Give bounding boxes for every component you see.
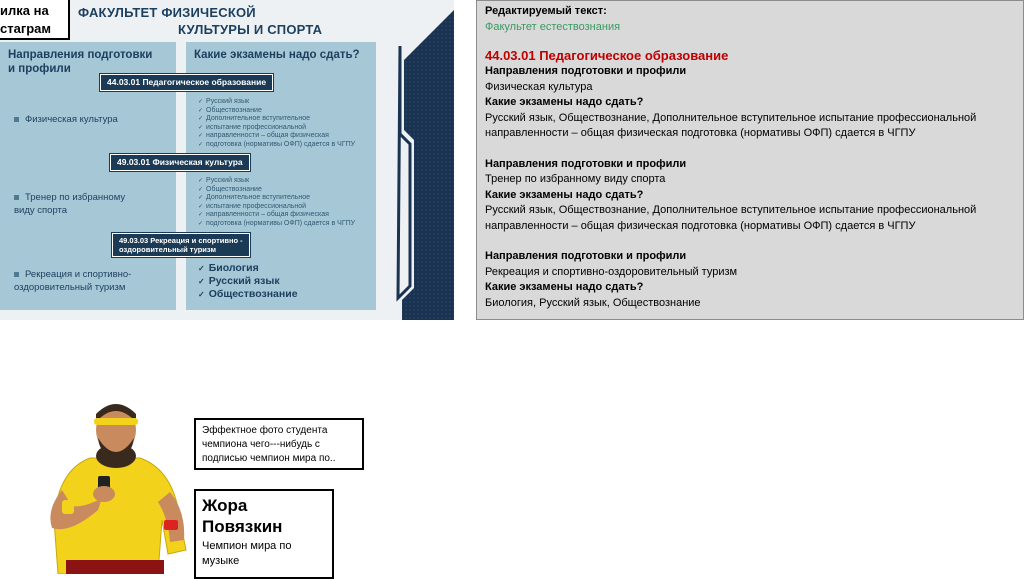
- photo-caption-note: Эффектное фото студента чемпиона чего---нибудь с подписью чемпион мира по..: [194, 418, 364, 470]
- block-profile: Тренер по избранному виду спорта: [485, 173, 666, 185]
- exam-list: ✓ Биология ✓ Русский язык ✓ Обществознание: [198, 262, 298, 301]
- block-heading: Направления подготовки и профили: [485, 250, 687, 262]
- student-name: Жора Повязкин: [202, 496, 283, 536]
- slide-title-line1: ФАКУЛЬТЕТ ФИЗИЧЕСКОЙ: [78, 5, 256, 20]
- student-caption: [194, 489, 334, 579]
- exam-list: ✓ Русский язык ✓ Обществознание ✓ Дополнительное вступительное ✓ испытание профессиональной ✓ направленности – общая физическая ✓ подготовка (нормативы ОФП) сдается в ЧГПУ: [198, 98, 355, 149]
- slide-decor-band: [380, 0, 454, 320]
- student-photo: [40, 400, 190, 574]
- program-profile: Физическая культура: [14, 113, 118, 126]
- block-exams: Русский язык, Обществознание, Дополнительное вступительное испытание профессиональной направленности – общая физическая подготовка (нормативы ОФП) сдается в ЧГПУ: [485, 111, 977, 139]
- program-code-pill: 49.03.01 Физическая культура: [110, 154, 250, 171]
- block-profile: Рекреация и спортивно-оздоровительный туризм: [485, 265, 738, 278]
- exam-list: ✓ Русский язык ✓ Обществознание ✓ Дополнительное вступительное ✓ испытание профессиональной ✓ направленности – общая физическая ✓ подготовка (нормативы ОФП) сдается в ЧГПУ: [198, 177, 355, 228]
- program-profile: Рекреация и спортивно- оздоровительный туризм: [14, 269, 132, 293]
- editable-text-label: Редактируемый текст:: [485, 5, 607, 17]
- slide-preview: [0, 0, 454, 320]
- slide-title: [78, 4, 322, 38]
- program-block: [485, 249, 1015, 311]
- program-profile: Тренер по избранному виду спорта: [14, 192, 126, 216]
- block-heading: Направления подготовки и профили: [485, 65, 687, 77]
- block-exams: Биология, Русский язык, Обществознание: [485, 296, 701, 309]
- programs-column-head: Направления подготовки и профили: [8, 49, 153, 75]
- block-heading: Какие экзамены надо сдать?: [485, 281, 644, 293]
- block-profile: Физическая культура: [485, 80, 593, 93]
- program-block: [485, 64, 1015, 142]
- faculty-name: Факультет естествознания: [485, 20, 621, 33]
- block-heading: Какие экзамены надо сдать?: [485, 96, 644, 108]
- editable-text-panel: [476, 0, 1024, 320]
- block-heading: Направления подготовки и профили: [485, 157, 687, 170]
- instagram-link-label[interactable]: илка на стаграм: [0, 0, 70, 40]
- program-block: [485, 157, 1015, 235]
- block-exams: Русский язык, Обществознание, Дополнительное вступительное испытание профессиональной направленности – общая физическая подготовка (нормативы ОФП) сдается в ЧГПУ: [485, 204, 977, 232]
- program-title: 44.03.01 Педагогическое образование: [485, 48, 729, 63]
- block-heading: Какие экзамены надо сдать?: [485, 188, 644, 201]
- student-title: Чемпион мира по музыке: [202, 540, 292, 567]
- program-code-pill: 49.03.03 Рекреация и спортивно - оздоровительный туризм: [112, 233, 250, 257]
- program-code-pill: 44.03.01 Педагогическое образование: [100, 74, 273, 91]
- exams-column-head: Какие экзамены надо сдать?: [194, 49, 360, 61]
- slide-title-line2: КУЛЬТУРЫ И СПОРТА: [178, 22, 323, 37]
